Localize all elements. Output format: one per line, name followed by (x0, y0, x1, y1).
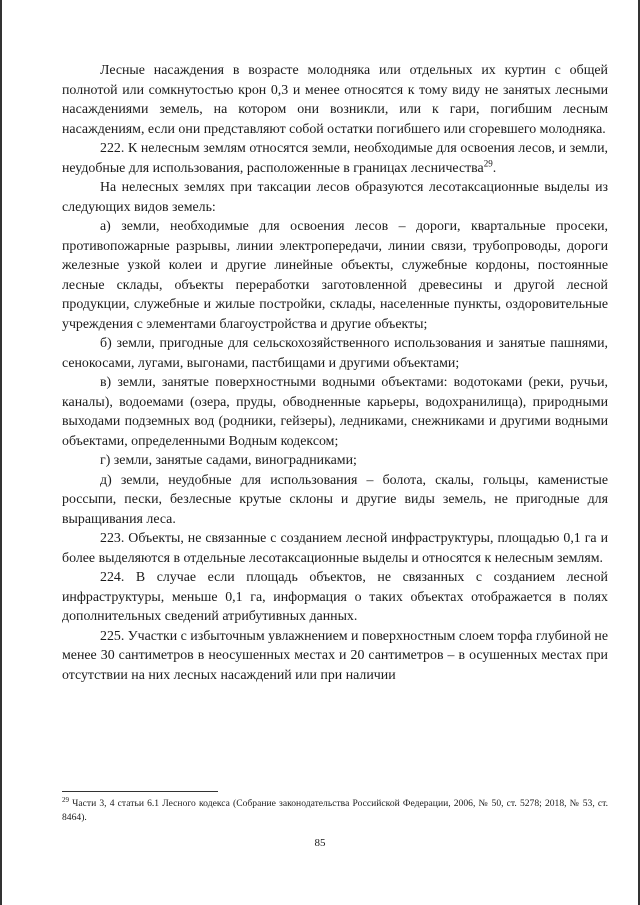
footnote-text: Части 3, 4 статьи 6.1 Лесного кодекса (Собрание законодательства Российской Федерации, 2006, № 50, ст. 5278; 2018, № 53, ст. 8464). (62, 798, 608, 823)
list-item-v: в) земли, занятые поверхностными водными объектами: водотоками (реки, ручьи, каналы), водоемами (озера, пруды, обводненные карьеры, водохранилища), природными выходами подземных вод (родники, гейзеры), ледниками, снежниками и другими водными объектами, определенными Водным кодексом; (62, 375, 608, 449)
page-number: 85 (314, 837, 326, 849)
paragraph-nonforest-intro: На нелесных землях при таксации лесов образуются лесотаксационные выделы из следующих видов земель: (62, 180, 608, 215)
footnote-separator (62, 791, 218, 792)
body-text (62, 61, 608, 685)
paragraph-1: Лесные насаждения в возрасте молодняка или отдельных их куртин с общей полнотой или сомкнутостью крон 0,3 и менее относятся к тому виду не занятых лесными насаждениями земель, на котором они возникли, или к гари, погибшим лесным насаждениям, если они представляют собой остатки погибшего или сгоревшего молодняка. (62, 63, 608, 137)
paragraph-222 (62, 139, 608, 178)
list-item-b: б) земли, пригодные для сельскохозяйственного использования и занятые пашнями, сенокосами, лугами, выгонами, пастбищами и другими объектами; (62, 336, 608, 371)
paragraph-223: 223. Объекты, не связанные с созданием лесной инфраструктуры, площадью 0,1 га и более выделяются в отдельные лесотаксационные выделы и относятся к нелесным землям. (62, 531, 608, 566)
footnote (62, 797, 608, 825)
paragraph-225: 225. Участки с избыточным увлажнением и поверхностным слоем торфа глубиной не менее 30 сантиметров в неосушенных местах и 20 сантиметров – в осушенных местах при отсутствии на них лесных насаждений или при наличии (62, 628, 608, 683)
list-item-d: д) земли, неудобные для использования – болота, скалы, гольцы, каменистые россыпи, пески, безлесные крутые склоны и другие виды земель, не пригодные для выращивания леса. (62, 472, 608, 527)
paragraph-222-end: . (492, 160, 497, 176)
paragraph-222-text: 222. К нелесным землям относятся земли, необходимые для освоения лесов, и земли, неудобные для использования, расположенные в границах лесничества (62, 141, 608, 176)
list-item-a: а) земли, необходимые для освоения лесов – дороги, квартальные просеки, противопожарные разрывы, линии электропередачи, линии связи, трубопроводы, дороги железные узкой колеи и другие линейные объекты, служебные кордоны, постоянные лесные склады, объекты переработки заготовленной древесины и другой лесной продукции, служебные и жилые постройки, склады, населенные пункты, оздоровительные учреждения с элементами благоустройства и другие объекты; (62, 219, 608, 332)
footnote-marker: 29 (62, 795, 69, 804)
list-item-g: г) земли, занятые садами, виноградниками; (100, 453, 357, 468)
paragraph-224: 224. В случае если площадь объектов, не связанных с созданием лесной инфраструктуры, меньше 0,1 га, информация о таких объектах отображается в полях дополнительных сведений атрибутивных данных. (62, 570, 608, 624)
footnote-reference[interactable]: 29 (483, 157, 493, 168)
